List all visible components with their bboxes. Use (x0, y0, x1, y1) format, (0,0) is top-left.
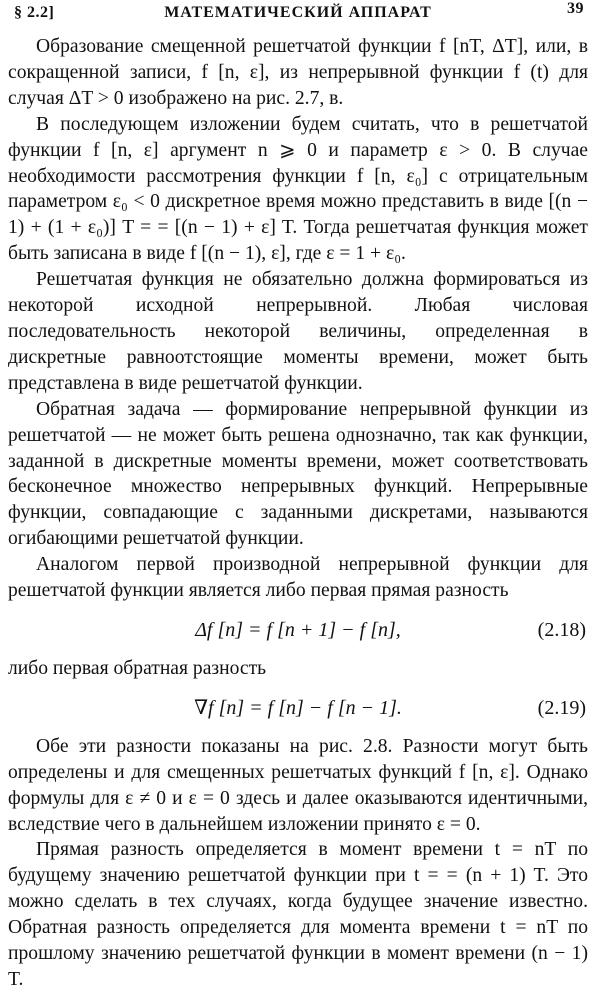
page-number: 39 (567, 0, 584, 17)
paragraph-6: либо первая обратная разность (8, 657, 267, 679)
paragraph-8: Прямая разность определяется в момент времени t = nT по будущему значению решетчатой функции при t = = (n + 1) T. Это можно сделать в тех случаях, когда будущее значение известно. Обратная разность определяется для момента времени t = nT по прошлому значению решетчатой функции в момент времени (n − 1) T. (8, 839, 588, 990)
running-title: МАТЕМАТИЧЕСКИЙ АППАРАТ (164, 4, 432, 21)
equation-expression: Δf [n] = f [n + 1] − f [n], (195, 618, 401, 641)
paragraph-1: Образование смещенной решетчатой функции f [nT, ΔT], или, в сокращенной записи, f [n, ε], из непрерывной функции f (t) для случая ΔT > 0 изображено на рис. 2.7, в. (8, 36, 588, 109)
section-number: § 2.2] (14, 4, 55, 21)
paragraph-4: Обратная задача — формирование непрерывной функции из решетчатой — не может быть решена однозначно, так как функции, заданной в дискретные моменты времени, может соответствовать бесконечное множество непрерывных функций. Непрерывные функции, совпадающие с заданными дискретами, называются огибающими решетчатой функции. (8, 398, 588, 550)
paragraph-7: Обе эти разности показаны на рис. 2.8. Разности могут быть определены и для смещенных решетчатых функций f [n, ε]. Однако формулы для ε ≠ 0 и ε = 0 здесь и далее оказываются идентичными, вследствие чего в дальнейшем изложении принято ε = 0. (8, 735, 588, 835)
equation-number: (2.18) (537, 618, 586, 641)
equation-2-19 (8, 682, 588, 734)
paragraph-3: Решетчатая функция не обязательно должна формироваться из некоторой исходной непрерывной. Любая числовая последовательность некоторой величины, определенная в дискретные равноотстоящие моменты времени, может быть представлена в виде решетчатой функции. (8, 269, 588, 394)
running-header (8, 0, 588, 34)
equation-2-18 (8, 604, 588, 656)
body-text (8, 34, 588, 993)
equation-number: (2.19) (537, 696, 586, 719)
paragraph-2: В последующем изложении будем считать, что в решетчатой функции f [n, ε] аргумент n ⩾ 0 и параметр ε > 0. В случае необходимости рассмотрения функции f [n, ε₀] с отрицательным параметром ε₀ < 0 дискретное время можно представить в виде [(n − 1) + (1 + ε₀)] T = = [(n − 1) + ε] T. Тогда решетчатая функция может быть записана в виде f [(n − 1), ε], где ε = 1 + ε₀. (8, 113, 588, 265)
equation-expression: ∇f [n] = f [n] − f [n − 1]. (194, 696, 402, 719)
paragraph-5: Аналогом первой производной непрерывной функции для решетчатой функции является либо первая прямая разность (8, 554, 588, 602)
